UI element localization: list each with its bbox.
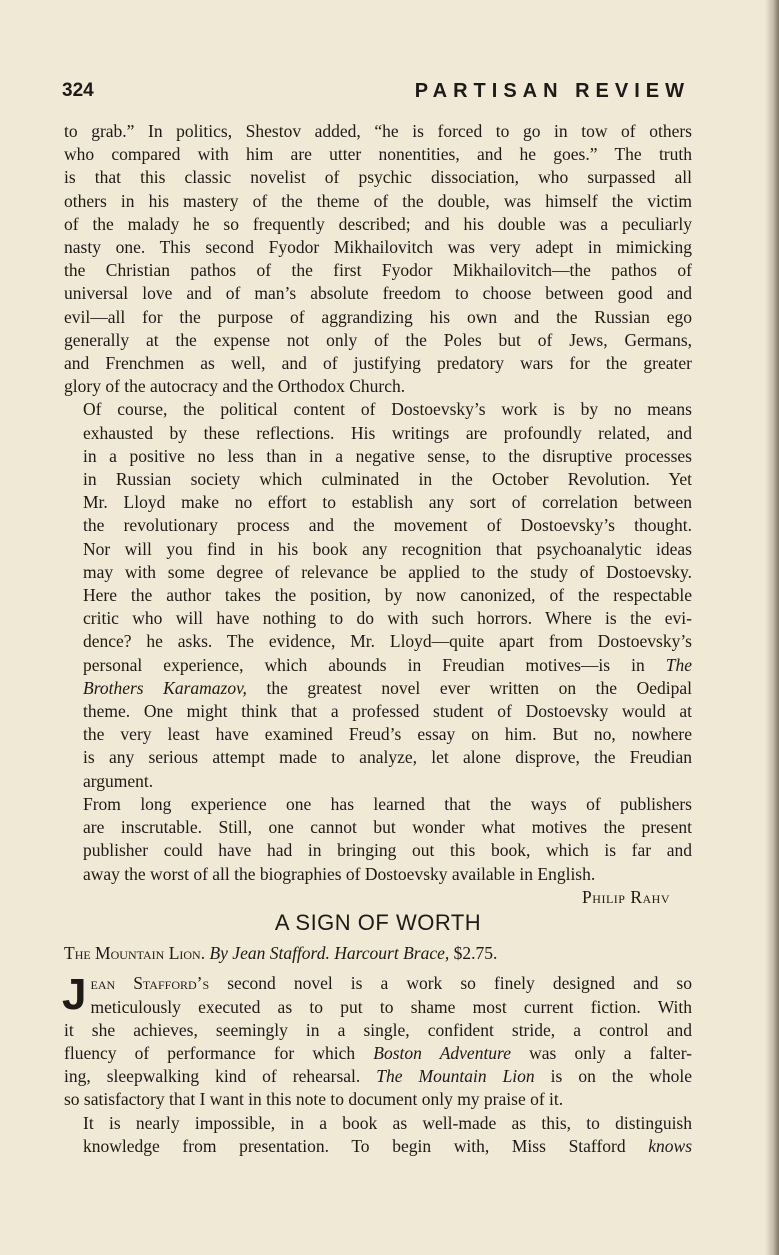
text-line <box>64 677 692 700</box>
text-line: Of course, the political content of Dostoevsky’s work is by no means <box>83 399 692 420</box>
text-line: publisher could have had in bringing out this book, which is far and <box>83 840 692 861</box>
text-span: knowledge from presentation. To begin with, Miss Stafford <box>83 1135 649 1156</box>
text-line: nasty one. This second Fyodor Mikhailovitch was very adept in mimicking <box>64 237 692 258</box>
text-line <box>64 1135 692 1158</box>
paragraph-1 <box>64 120 692 398</box>
article-body <box>64 120 692 1158</box>
text-line: of the malady he so frequently described; and his double was a peculiarly <box>64 213 692 234</box>
book-citation-byline: By Jean Stafford. Harcourt Brace, <box>209 943 450 964</box>
running-head: PARTISAN REVIEW <box>414 80 690 102</box>
text-line: critic who will have nothing to do with such horrors. Where is the evi- <box>83 608 692 629</box>
page-number: 324 <box>62 80 94 101</box>
text-line: away the worst of all the biographies of Dostoevsky available in English. <box>83 863 596 884</box>
review-paragraph-2 <box>64 1112 692 1158</box>
text-line: glory of the autocracy and the Orthodox Church. <box>64 376 406 397</box>
text-line: theme. One might think that a professed student of Dostoevsky would at <box>83 701 692 722</box>
book-title-italic: The <box>665 654 692 675</box>
text-line <box>64 1042 692 1065</box>
text-span: was only a falter- <box>511 1042 693 1063</box>
text-line: others in his mastery of the theme of the double, was himself the victim <box>64 190 692 211</box>
text-span: fluency of performance for which <box>64 1042 374 1063</box>
author-signature: Philip Rahv <box>582 886 670 907</box>
text-line: so satisfactory that I want in this note to document only my praise of it. <box>64 1089 564 1110</box>
text-line: From long experience one has learned that the ways of publishers <box>83 793 692 814</box>
text-line: who compared with him are utter nonentities, and he goes.” The truth <box>64 144 692 165</box>
book-title-italic: Boston Adventure <box>373 1042 511 1063</box>
text-line: argument. <box>83 770 154 791</box>
book-citation <box>64 942 692 965</box>
text-line: is any serious attempt made to analyze, let alone disprove, the Freudian <box>83 747 692 768</box>
text-span: is on the whole <box>534 1066 692 1087</box>
book-title-italic: Brothers Karamazov, <box>83 677 247 698</box>
text-line: universal love and of man’s absolute freedom to choose between good and <box>64 283 692 304</box>
text-span: second novel is a work so finely designed and so <box>209 973 692 994</box>
text-line: and Frenchmen as well, and of justifying predatory wars for the greater <box>64 353 692 374</box>
text-line <box>64 1065 692 1088</box>
text-line: It is nearly impossible, in a book as well-made as this, to distinguish <box>83 1112 692 1133</box>
text-line: generally at the expense not only of the Poles but of Jews, Germans, <box>64 329 692 350</box>
page-edge-shadow <box>765 0 779 1255</box>
paragraph-2 <box>64 398 692 792</box>
text-line: may with some degree of relevance be applied to the study of Dostoevsky. <box>83 561 692 582</box>
text-line <box>64 654 692 677</box>
text-line: Nor will you find in his book any recognition that psychoanalytic ideas <box>83 538 692 559</box>
text-line: dence? he asks. The evidence, Mr. Lloyd—quite apart from Dostoevsky’s <box>83 631 692 652</box>
text-line: to grab.” In politics, Shestov added, “he is forced to go in tow of others <box>64 121 692 141</box>
page-header <box>62 80 690 110</box>
review-paragraph-1 <box>64 972 692 1111</box>
text-span: ing, sleepwalking kind of rehearsal. <box>64 1066 377 1087</box>
text-span: the greatest novel ever written on the Oedipal <box>246 677 692 698</box>
author-name-smallcaps: ean Stafford’s <box>90 973 210 994</box>
text-line: it she achieves, seemingly in a single, confident stride, a control and <box>64 1019 692 1040</box>
text-line: the very least have examined Freud’s essay on him. But no, nowhere <box>83 724 692 745</box>
text-line: Mr. Lloyd make no effort to establish any sort of correlation between <box>83 492 692 513</box>
text-line: exhausted by these reflections. His writings are profoundly related, and <box>83 422 692 443</box>
book-citation-title: The Mountain Lion. <box>64 943 206 964</box>
section-title: A SIGN OF WORTH <box>274 909 482 935</box>
text-line: is that this classic novelist of psychic dissociation, who surpassed all <box>64 167 692 188</box>
book-title-italic: The Mountain Lion <box>376 1066 535 1087</box>
book-citation-price: $2.75. <box>453 943 498 964</box>
emphasis-italic: knows <box>648 1135 692 1156</box>
text-line: in a positive no less than in a negative sense, to the disruptive processes <box>83 445 692 466</box>
drop-cap: J <box>62 970 87 1020</box>
text-line <box>64 972 692 995</box>
paragraph-3 <box>64 793 692 886</box>
text-span: personal experience, which abounds in Freudian motives—is in <box>83 654 666 675</box>
text-line: are inscrutable. Still, one cannot but wonder what motives the present <box>83 817 692 838</box>
text-line: the revolutionary process and the movement of Dostoevsky’s thought. <box>83 515 692 536</box>
text-line: meticulously executed as to put to shame most current fiction. With <box>90 996 692 1017</box>
text-line: evil—all for the purpose of aggrandizing his own and the Russian ego <box>64 306 692 327</box>
text-line: in Russian society which culminated in the October Revolution. Yet <box>83 469 692 490</box>
text-line: the Christian pathos of the first Fyodor Mikhailovitch—the pathos of <box>64 260 692 281</box>
text-line: Here the author takes the position, by now canonized, of the respectable <box>83 585 692 606</box>
